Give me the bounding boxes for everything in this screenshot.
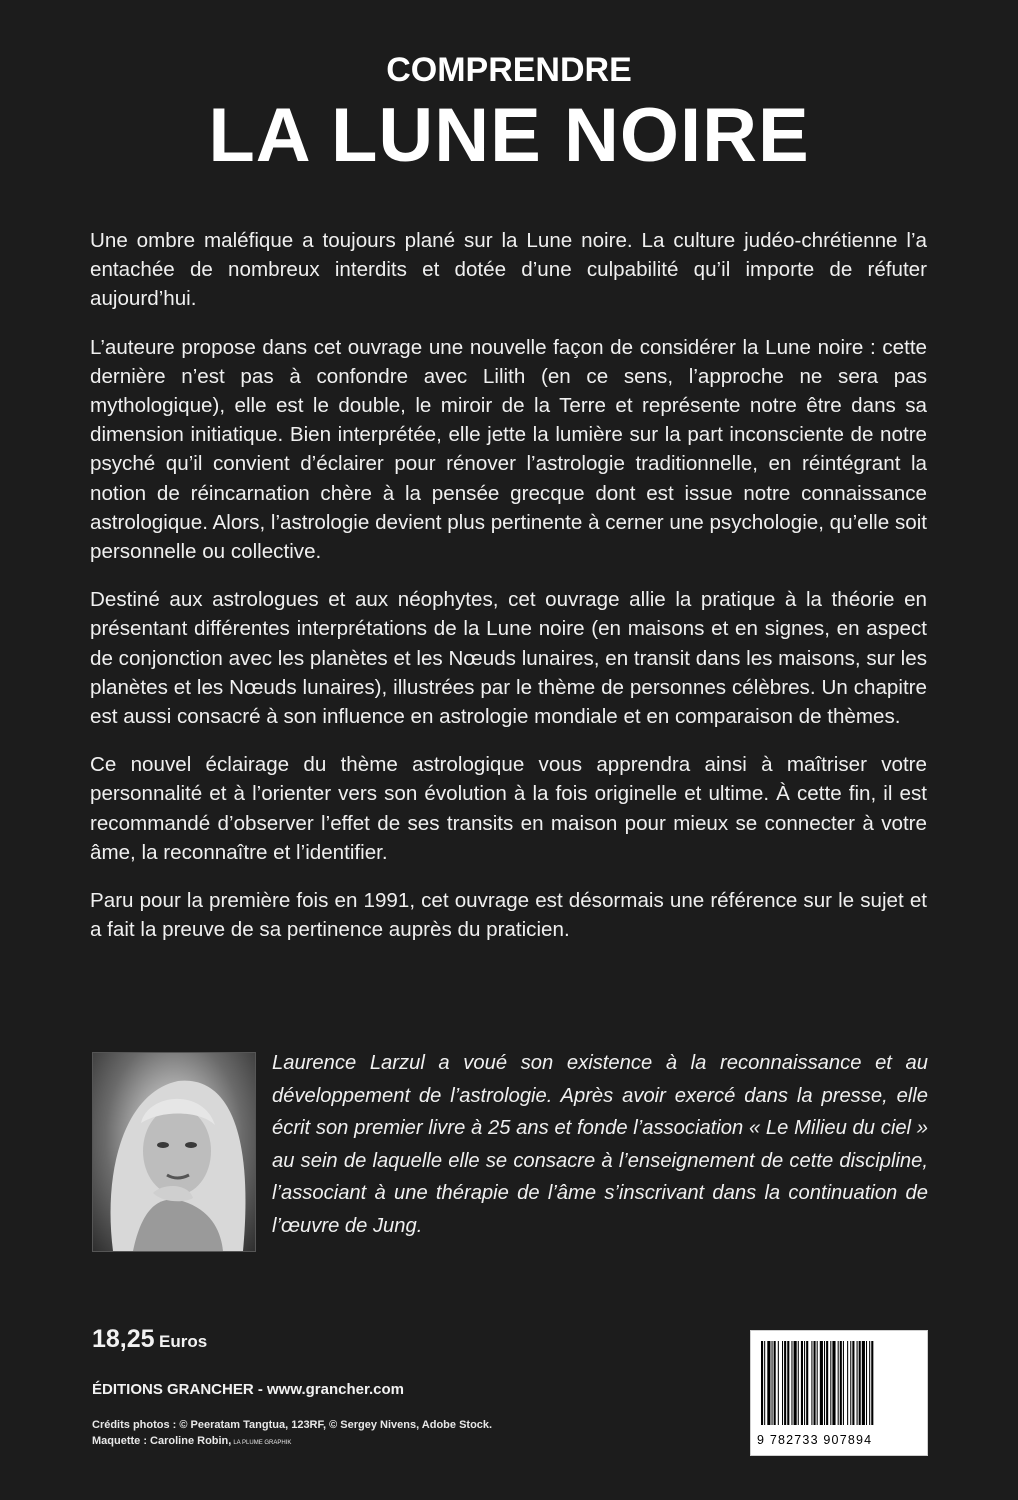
- description: [90, 226, 927, 963]
- barcode-bar: [784, 1341, 786, 1425]
- paragraph: L’auteure propose dans cet ouvrage une nouvelle façon de considérer la Lune noire : cette dernière n’est pas à confondre avec Lilith (en ce sens, l’approche ne sera pas mythologique), elle est le double, le miroir de la Terre et représente notre être dans sa dimension initiatique. Bien interprétée, elle jette la lumière sur la part inconsciente de notre psyché qu’il convient d’éclairer pour rénover l’astrologie traditionnelle, en réintégrant la notion de réincarnation chère à la pensée grecque dont est issue notre connaissance astrologique. Alors, l’astrologie devient plus pertinente à cerner une psychologie, qu’elle soit personnelle ou collective.: [90, 335, 927, 564]
- barcode-bar: [866, 1341, 867, 1425]
- barcode-bar: [787, 1341, 789, 1425]
- price-amount: 18,25: [92, 1325, 155, 1353]
- barcode-bar: [801, 1341, 803, 1425]
- barcode-bar: [869, 1341, 870, 1425]
- barcode-bar: [857, 1341, 858, 1425]
- barcode-bar: [824, 1341, 825, 1425]
- layout-credits: [92, 1433, 492, 1451]
- barcode-bar: [820, 1341, 823, 1425]
- barcode-bar: [817, 1341, 818, 1425]
- barcode-bar: [791, 1341, 792, 1425]
- barcode-bar: [847, 1341, 848, 1425]
- author-photo: [92, 1052, 256, 1252]
- publisher: ÉDITIONS GRANCHER - www.grancher.com: [92, 1381, 404, 1398]
- barcode-bar: [772, 1341, 773, 1425]
- barcode-bar: [852, 1341, 854, 1425]
- barcode-bar: [804, 1341, 805, 1425]
- barcode-bar: [814, 1341, 816, 1425]
- paragraph: Ce nouvel éclairage du thème astrologique vous apprendra ainsi à maîtriser votre personnalité et à l’orienter vers son évolution à la fois originelle et ultime. À cette fin, il est recommandé d’observer l’effet de ses transits en maison pour mieux se connecter à votre âme, la reconnaître et l’identifier.: [90, 753, 927, 864]
- barcode-bars: [759, 1341, 919, 1425]
- designer-mark: LA PLUME GRAPHIK: [233, 1440, 292, 1446]
- book-title: [0, 48, 1018, 178]
- isbn-number: 9 782733 907894: [757, 1433, 873, 1447]
- barcode: [750, 1330, 928, 1456]
- barcode-bar: [782, 1341, 783, 1425]
- title-line-2: LA LUNE NOIRE: [208, 93, 810, 178]
- barcode-bar: [830, 1341, 831, 1425]
- barcode-bar: [838, 1341, 839, 1425]
- layout-credits-text: Maquette : Caroline Robin,: [92, 1435, 232, 1447]
- barcode-bar: [850, 1341, 851, 1425]
- barcode-bar: [764, 1341, 765, 1425]
- barcode-bar: [774, 1341, 776, 1425]
- author-bio: Laurence Larzul a voué son existence à la reconnaissance et au développement de l’astrologie. Après avoir exercé dans la presse, elle écrit son premier livre à 25 ans et fonde l’association « Le Milieu du ciel » au sein de laquelle elle se consacre à l’enseignement de cette discipline, l’associant à une thérapie de l’âme s’inscrivant dans la continuation de l’œuvre de Jung.: [272, 1052, 928, 1237]
- price: [92, 1325, 207, 1354]
- barcode-bar: [843, 1341, 844, 1425]
- barcode-bar: [806, 1341, 808, 1425]
- barcode-bar: [778, 1341, 779, 1425]
- barcode-bar: [832, 1341, 835, 1425]
- barcode-bar: [794, 1341, 797, 1425]
- barcode-bar: [798, 1341, 799, 1425]
- paragraph: Une ombre maléfique a toujours plané sur la Lune noire. La culture judéo-chrétienne l’a entachée de nombreux interdits et dotée d’une culpabilité qu’il importe de réfuter aujourd’hui.: [90, 229, 927, 311]
- barcode-bar: [761, 1341, 763, 1425]
- barcode-bar: [871, 1341, 873, 1425]
- barcode-bar: [840, 1341, 842, 1425]
- barcode-bar: [859, 1341, 861, 1425]
- barcode-bar: [862, 1341, 865, 1425]
- photo-credits: Crédits photos : © Peeratam Tangtua, 123RF, © Sergey Nivens, Adobe Stock.: [92, 1419, 493, 1431]
- barcode-bar: [811, 1341, 812, 1425]
- paragraph: Destiné aux astrologues et aux néophytes, cet ouvrage allie la pratique à la théorie en présentant différentes interprétations de la Lune noire (en maisons et en signes, en aspect de conjonction avec les planètes et les Nœuds lunaires, en transit dans les maisons, sur les planètes et les Nœuds lunaires), illustrées par le thème de personnes célèbres. Un chapitre est aussi consacré à son influence en astrologie mondiale et en comparaison de thèmes.: [90, 588, 927, 729]
- paragraph: Paru pour la première fois en 1991, cet ouvrage est désormais une référence sur le sujet et a fait la preuve de sa pertinence auprès du praticien.: [90, 889, 927, 942]
- price-currency: Euros: [159, 1332, 208, 1351]
- barcode-bar: [767, 1341, 770, 1425]
- title-line-1: COMPRENDRE: [386, 51, 632, 89]
- credits: [92, 1417, 492, 1451]
- barcode-bar: [826, 1341, 828, 1425]
